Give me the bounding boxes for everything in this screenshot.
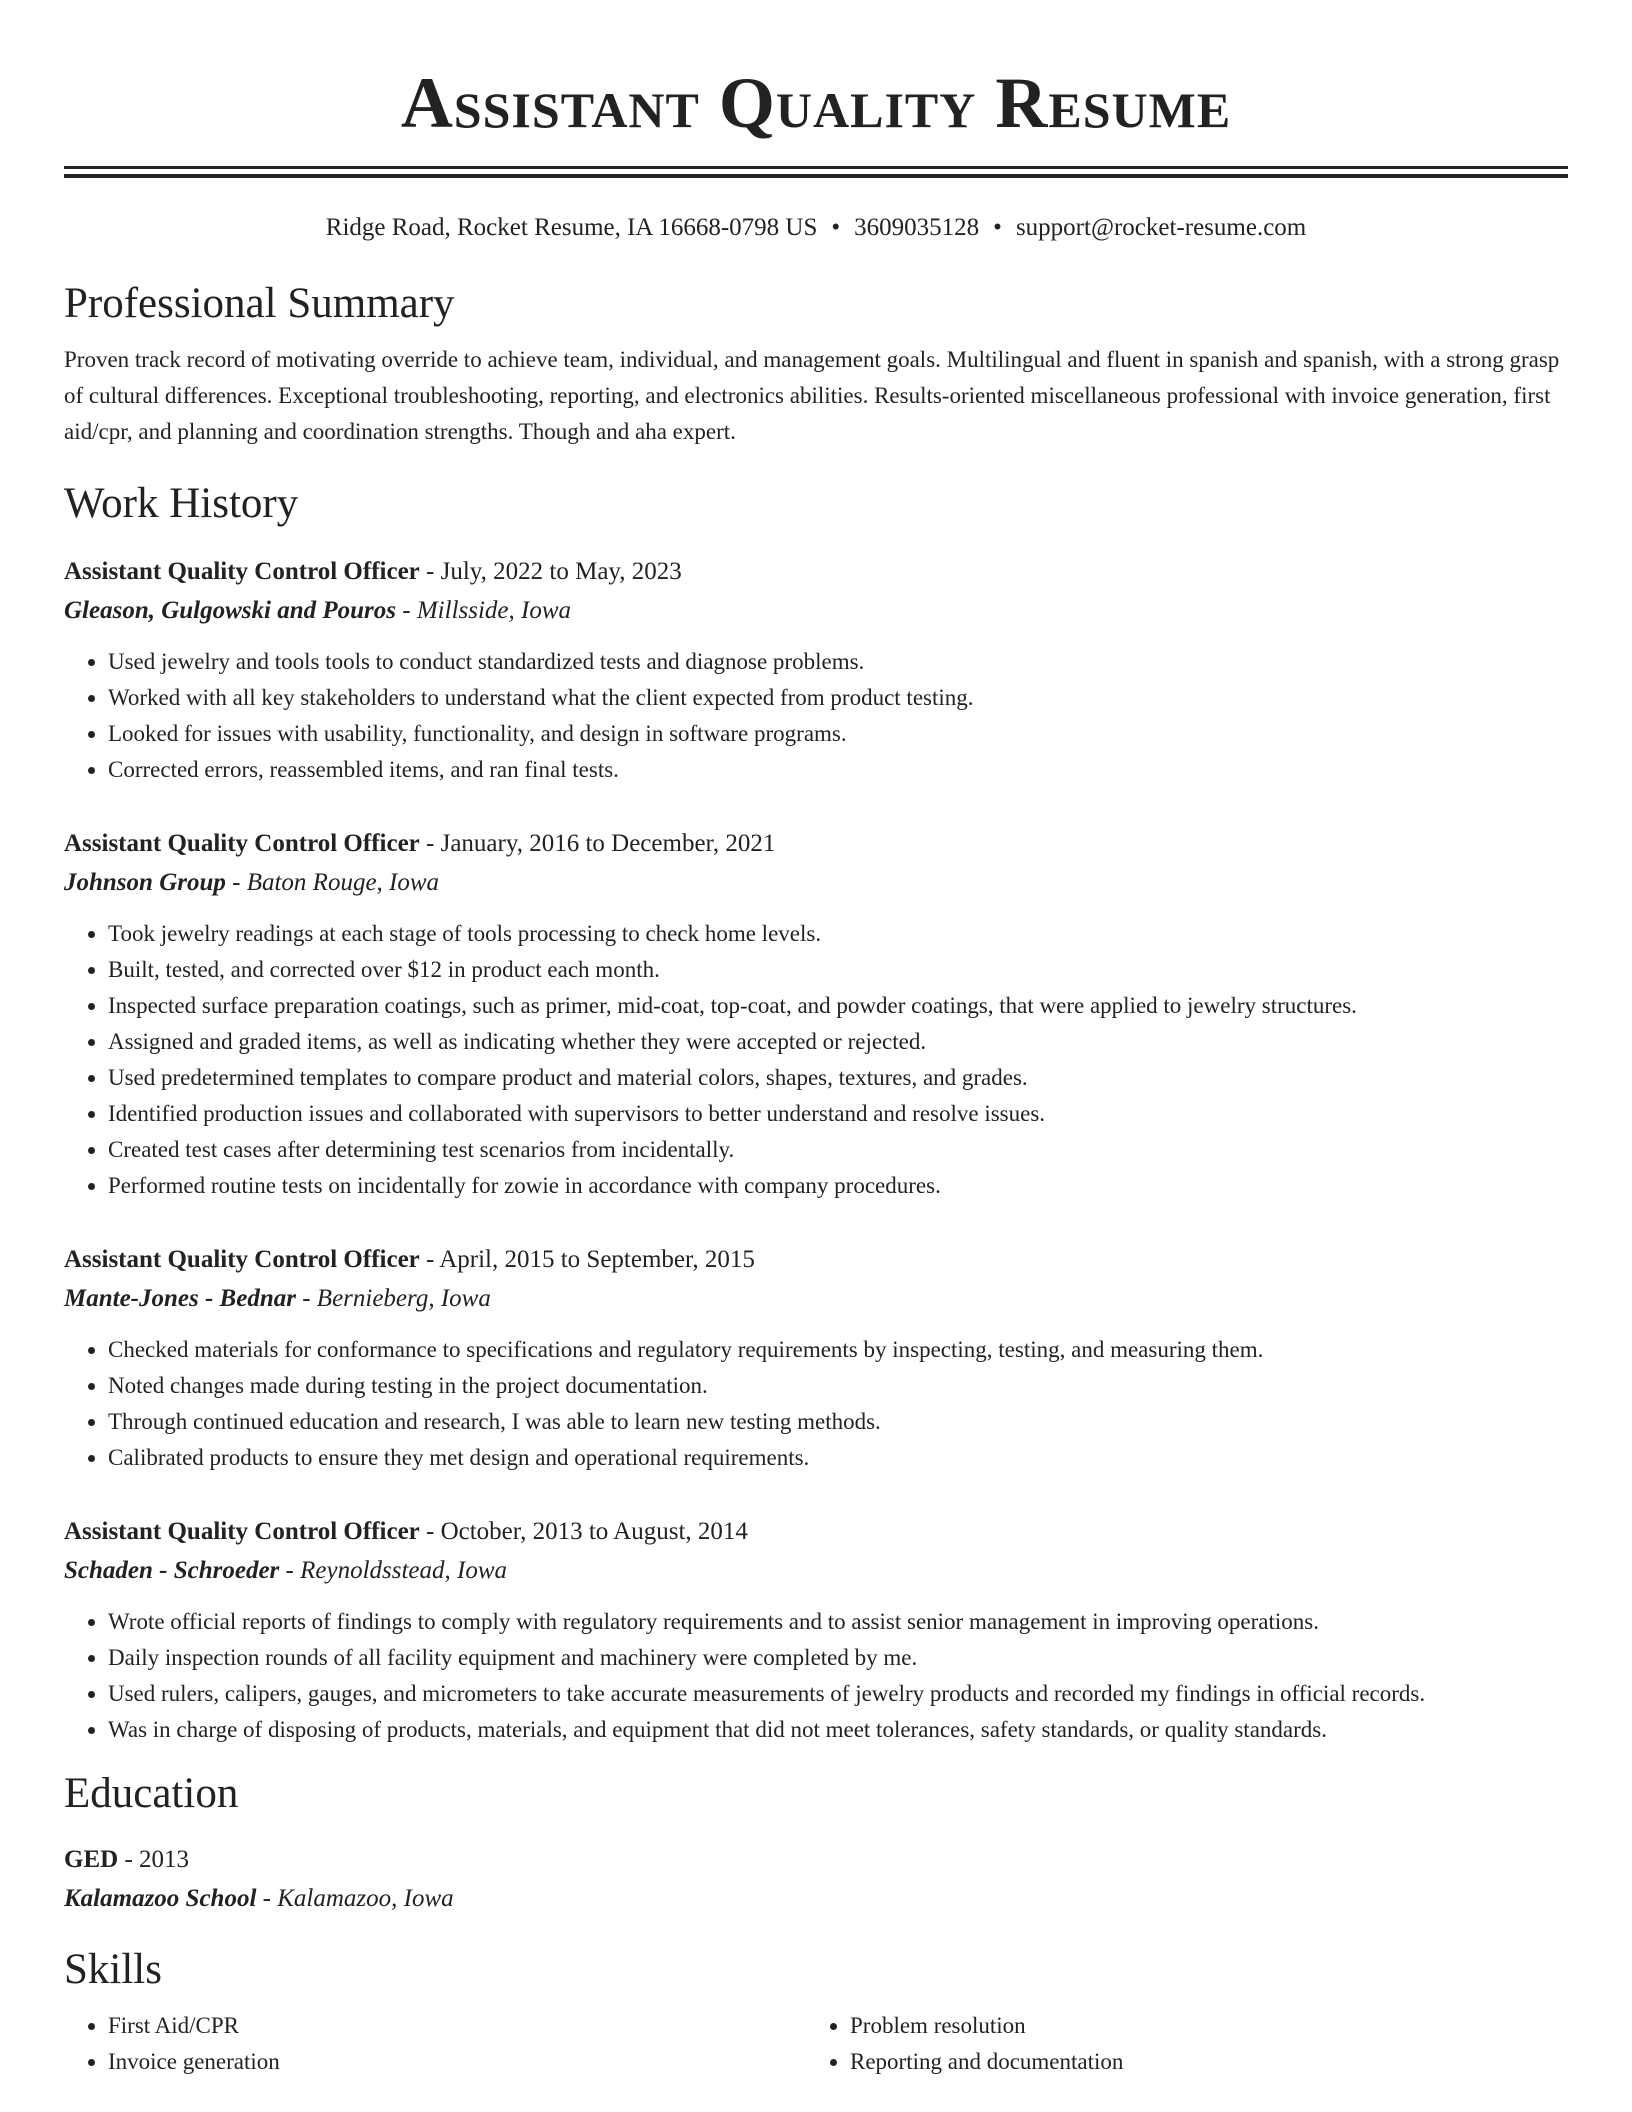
education-degree: GED: [64, 1846, 119, 1873]
education-degree-line: [64, 1840, 1568, 1880]
resume-page: [64, 0, 1568, 2080]
job-bullet: • Used rulers, calipers, gauges, and micrometers to take accurate measurements of jewelry products and recorded my findings in official records.: [108, 1676, 1568, 1712]
contact-email: support@rocket-resume.com: [1015, 214, 1307, 241]
job-company-line: [64, 1552, 1568, 1590]
job-location: - Millsside, Iowa: [396, 597, 572, 624]
job-entry: [64, 1512, 1568, 1748]
title-rule-bottom: [64, 174, 1568, 178]
job-bullet: • Checked materials for conformance to specifications and regulatory requirements by inspecting, testing, and measuring them.: [108, 1332, 1568, 1368]
job-bullet: • Performed routine tests on incidentally for zowie in accordance with company procedures.: [108, 1168, 1568, 1204]
job-bullet: • Looked for issues with usability, functionality, and design in software programs.: [108, 716, 1568, 752]
job-dates: - October, 2013 to August, 2014: [419, 1518, 748, 1545]
job-bullet: • Noted changes made during testing in the project documentation.: [108, 1368, 1568, 1404]
job-bullet: • Daily inspection rounds of all facility equipment and machinery were completed by me.: [108, 1640, 1568, 1676]
job-company-line: [64, 592, 1568, 630]
job-title: Assistant Quality Control Officer: [64, 1246, 420, 1273]
job-entry: [64, 1240, 1568, 1476]
job-bullet: • Worked with all key stakeholders to understand what the client expected from product testing.: [108, 680, 1568, 716]
job-dates: - April, 2015 to September, 2015: [419, 1246, 755, 1273]
education-heading: Education: [64, 1770, 239, 1817]
job-entry: [64, 824, 1568, 1204]
job-bullet: • Calibrated products to ensure they met design and operational requirements.: [108, 1440, 1568, 1476]
education-entry: [64, 1840, 1568, 1918]
education-year: - 2013: [118, 1846, 190, 1873]
job-title: Assistant Quality Control Officer: [64, 558, 420, 585]
education-school: Kalamazoo School: [64, 1885, 257, 1912]
title-rule-top: [64, 166, 1568, 169]
job-entry: [64, 552, 1568, 788]
job-bullets: [64, 644, 1568, 788]
contact-phone: 3609035128: [854, 214, 980, 241]
work-history-list: [64, 552, 1568, 1748]
education-location: - Kalamazoo, Iowa: [256, 1885, 454, 1912]
job-bullet: • Corrected errors, reassembled items, and ran final tests.: [108, 752, 1568, 788]
contact-separator: •: [993, 214, 1002, 241]
job-location: - Reynoldsstead, Iowa: [279, 1557, 508, 1584]
contact-separator: •: [831, 214, 841, 241]
summary-heading: Professional Summary: [64, 280, 455, 327]
job-title-line: [64, 824, 1568, 864]
job-bullet: • Used predetermined templates to compare product and material colors, shapes, textures, and grades.: [108, 1060, 1568, 1096]
job-bullet: • Took jewelry readings at each stage of tools processing to check home levels.: [108, 916, 1568, 952]
skill-item: • Problem resolution: [850, 2008, 1548, 2044]
education-school-line: [64, 1880, 1568, 1918]
job-bullet: • Through continued education and research, I was able to learn new testing methods.: [108, 1404, 1568, 1440]
job-bullet: • Created test cases after determining test scenarios from incidentally.: [108, 1132, 1568, 1168]
skills-right-column: [806, 2008, 1548, 2080]
contact-line: [64, 210, 1568, 246]
job-location: - Baton Rouge, Iowa: [225, 869, 440, 896]
job-bullet: • Was in charge of disposing of products, materials, and equipment that did not meet tolerances, safety standards, or quality standards.: [108, 1712, 1568, 1748]
skill-item: • First Aid/CPR: [108, 2008, 806, 2044]
job-title-line: [64, 552, 1568, 592]
job-bullet: • Wrote official reports of findings to comply with regulatory requirements and to assist senior management in improving operations.: [108, 1604, 1568, 1640]
job-dates: - January, 2016 to December, 2021: [419, 830, 776, 857]
skill-item: • Reporting and documentation: [850, 2044, 1548, 2080]
job-company: Gleason, Gulgowski and Pouros: [64, 597, 397, 624]
job-company-line: [64, 1280, 1568, 1318]
job-title-line: [64, 1512, 1568, 1552]
job-bullets: [64, 1604, 1568, 1748]
work-history-heading: Work History: [64, 480, 299, 527]
job-bullet: • Assigned and graded items, as well as indicating whether they were accepted or rejected.: [108, 1024, 1568, 1060]
job-company: Schaden - Schroeder: [64, 1557, 280, 1584]
skill-item: • Invoice generation: [108, 2044, 806, 2080]
job-company: Mante-Jones - Bednar: [64, 1285, 296, 1312]
job-bullet: • Identified production issues and collaborated with supervisors to better understand and resolve issues.: [108, 1096, 1568, 1132]
skills-heading: Skills: [64, 1946, 162, 1993]
summary-text: Proven track record of motivating override to achieve team, individual, and management goals. Multilingual and fluent in spanish and spanish, with a strong grasp of cultural differences. Exceptional troubleshooting, reporting, and electronics abilities. Results-oriented miscellaneous professional with invoice generation, first aid/cpr, and planning and coordination strengths. Though and aha expert.: [64, 347, 1560, 444]
job-dates: - July, 2022 to May, 2023: [419, 558, 682, 585]
job-bullet: • Inspected surface preparation coatings, such as primer, mid-coat, top-coat, and powder coatings, that were applied to jewelry structures.: [108, 988, 1568, 1024]
job-location: - Bernieberg, Iowa: [295, 1285, 491, 1312]
job-bullet: • Built, tested, and corrected over $12 in product each month.: [108, 952, 1568, 988]
skills-columns: [64, 2008, 1568, 2080]
job-bullets: [64, 916, 1568, 1204]
job-bullets: [64, 1332, 1568, 1476]
skills-left-column: [64, 2008, 806, 2080]
job-title-line: [64, 1240, 1568, 1280]
job-title: Assistant Quality Control Officer: [64, 1518, 420, 1545]
resume-title: Assistant Quality Resume: [400, 63, 1232, 143]
job-bullet: • Used jewelry and tools tools to conduct standardized tests and diagnose problems.: [108, 644, 1568, 680]
job-company: Johnson Group: [64, 869, 226, 896]
job-company-line: [64, 864, 1568, 902]
contact-address: Ridge Road, Rocket Resume, IA 16668-0798 US: [325, 214, 818, 241]
job-title: Assistant Quality Control Officer: [64, 830, 420, 857]
